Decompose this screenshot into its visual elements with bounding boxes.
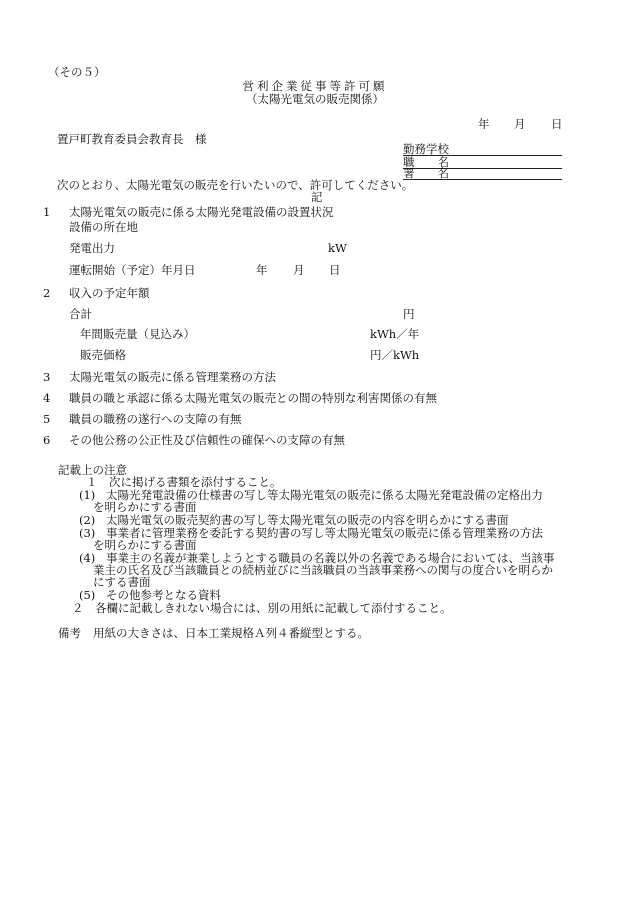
note-1-sub-4-line-1: 事業主の名義が兼業しようとする職員の名義以外の名義である場合においては、当該事 [106, 551, 555, 565]
note-1: １ 次に掲げる書類を添付すること。 [86, 475, 282, 489]
item-4-text: 職員の職と承認に係る太陽光電気の販売との間の特別な利害関係の有無 [69, 391, 437, 405]
note-1-sub-4-line-3: にする書面 [93, 575, 151, 589]
note-1-sub-1-line-1: 太陽光発電設備の仕様書の写し等太陽光電気の販売に係る太陽光発電設備の定格出力 [106, 488, 543, 502]
note-1-sub-3-number: (3) [79, 526, 96, 540]
item-1-text: 太陽光電気の販売に係る太陽光発電設備の設置状況 [69, 205, 334, 219]
note-1-sub-4-number: (4) [79, 551, 96, 565]
note-1-sub-1-number: (1) [79, 488, 96, 502]
item-5-text: 職員の職務の遂行への支障の有無 [69, 412, 242, 426]
item-2-price-label: 販売価格 [80, 348, 126, 362]
applicant-name-line [403, 179, 562, 180]
item-2-price-unit: 円／kWh [370, 348, 420, 362]
item-2-text: 収入の予定年額 [69, 286, 150, 300]
note-1-sub-4-line-2: 業主の氏名及び当該職員との続柄並びに当該職員の当該事業務への関与の度合いを明らか [93, 563, 553, 577]
applicant-position-label: 職 名 [403, 155, 449, 169]
form-number: （その５） [48, 65, 106, 79]
notes-heading: 記載上の注意 [58, 463, 127, 477]
remarks-text: 用紙の大きさは、日本工業規格Ａ列４番縦型とする。 [93, 626, 369, 640]
date-month-label: 月 [514, 117, 526, 131]
item-3-text: 太陽光電気の販売に係る管理業務の方法 [69, 370, 276, 384]
item-2-total-unit: 円 [403, 307, 415, 321]
item-1-output-label: 発電出力 [69, 241, 115, 255]
item-2-volume-label: 年間販売量（見込み） [80, 327, 195, 341]
note-2: ２ 各欄に記載しきれない場合には、別の用紙に記載して添付すること。 [72, 601, 452, 615]
note-1-sub-5-number: (5) [79, 588, 96, 602]
intro-text: 次のとおり、太陽光電気の販売を行いたいので、許可してください。 [57, 178, 414, 192]
item-1-start-month: 月 [293, 263, 305, 277]
addressee: 置戸町教育委員会教育長 様 [57, 132, 207, 146]
page-title: 営利企業従事等許可願 [242, 79, 388, 93]
item-1-start-year: 年 [256, 263, 268, 277]
note-1-sub-1-line-2: を明らかにする書面 [93, 500, 197, 514]
ki-label: 記 [311, 190, 323, 204]
item-5-number: 5 [43, 412, 51, 426]
item-4-number: 4 [43, 391, 51, 405]
note-1-sub-2-line-1: 太陽光電気の販売契約書の写し等太陽光電気の販売の内容を明らかにする書面 [106, 513, 509, 527]
applicant-name-label: 署 名 [403, 166, 449, 180]
item-6-text: その他公務の公正性及び信頼性の確保への支障の有無 [69, 433, 345, 447]
item-1-number: 1 [43, 205, 51, 219]
item-2-total-label: 合計 [69, 307, 92, 321]
item-1-location-label: 設備の所在地 [69, 220, 138, 234]
note-1-sub-3-line-1: 事業者に管理業務を委託する契約書の写し等太陽光電気の販売に係る管理業務の方法 [106, 526, 543, 540]
note-1-sub-5-line-1: その他参考となる資料 [106, 588, 221, 602]
date-year-label: 年 [478, 117, 490, 131]
item-1-start-day: 日 [329, 263, 341, 277]
note-1-sub-3-line-2: を明らかにする書面 [93, 538, 197, 552]
note-1-sub-2-number: (2) [79, 513, 96, 527]
item-2-volume-unit: kWh／年 [370, 327, 420, 341]
date-day-label: 日 [551, 117, 563, 131]
item-1-start-label: 運転開始（予定）年月日 [69, 263, 196, 277]
page-subtitle: （太陽光電気の販売関係） [246, 92, 384, 106]
item-1-output-unit: kW [328, 241, 347, 255]
applicant-school-label: 勤務学校 [403, 142, 449, 156]
item-6-number: 6 [43, 433, 51, 447]
item-3-number: 3 [43, 370, 51, 384]
item-2-number: 2 [43, 286, 51, 300]
remarks-label: 備考 [58, 626, 81, 640]
